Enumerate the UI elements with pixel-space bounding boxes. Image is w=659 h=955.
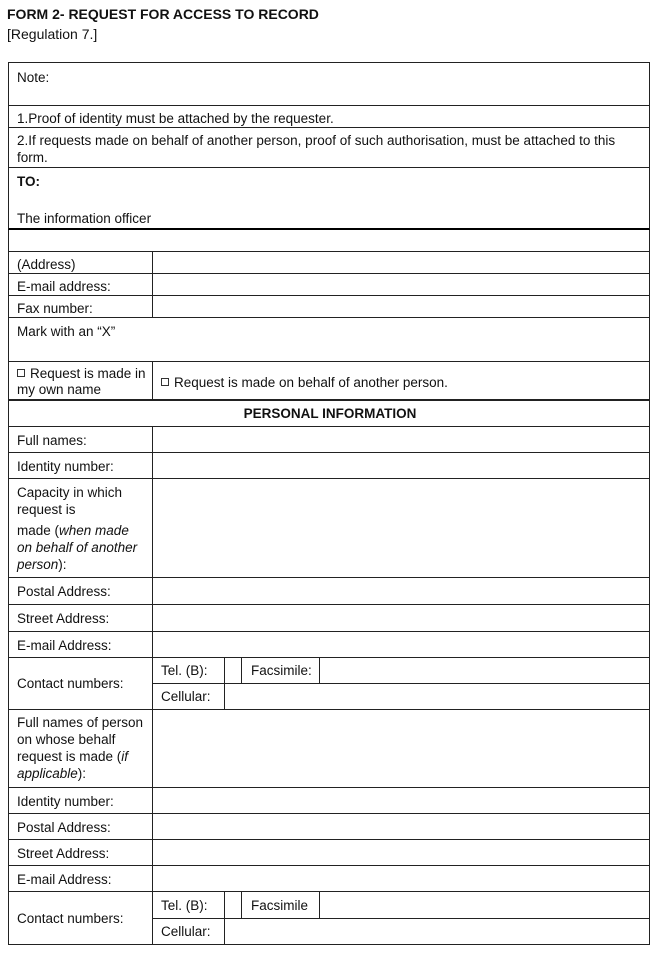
behalf-street-field[interactable] [153,840,649,865]
note-label: Note: [17,70,50,85]
behalf-identity-row: Identity number: [8,788,650,814]
request-type-row [8,362,650,400]
behalf-tel-field[interactable] [225,892,240,917]
behalf-tel-label: Tel. (B): [161,898,208,913]
full-names-field[interactable] [153,427,649,452]
contact-numbers-row: Contact numbers: Tel. (B): Facsimile: Cellular: [8,658,650,710]
own-name-checkbox[interactable] [17,369,25,377]
address-row: (Address) [8,252,650,274]
note-item-2: 2.If requests made on behalf of another person, proof of such authorisation, must be attached to this form. [8,128,650,168]
behalf-postal-field[interactable] [153,814,649,839]
own-name-option: Request is made in my own name [17,366,146,397]
fax-row: Fax number: [8,296,650,318]
identity-number-field[interactable] [153,453,649,478]
capacity-field[interactable] [153,479,649,577]
note-section [8,62,650,106]
form-title: FORM 2- REQUEST FOR ACCESS TO RECORD [7,6,319,22]
email-address-field[interactable] [153,632,649,657]
behalf-facsimile-label: Facsimile [251,898,309,913]
cellular-label: Cellular: [161,689,211,704]
behalf-facsimile-field[interactable] [320,892,649,917]
cellular-field[interactable] [225,684,649,709]
capacity-row: Capacity in which request is made (when made on behalf of another person): [8,479,650,578]
postal-address-row: Postal Address: [8,578,650,605]
facsimile-label: Facsimile: [251,663,312,678]
behalf-postal-row: Postal Address: [8,814,650,840]
behalf-checkbox[interactable] [161,378,169,386]
behalf-identity-field[interactable] [153,788,649,813]
tel-label: Tel. (B): [161,663,208,678]
fax-field[interactable] [153,296,649,317]
behalf-cellular-label: Cellular: [161,924,211,939]
identity-number-row: Identity number: [8,453,650,479]
behalf-email-field[interactable] [153,866,649,891]
to-label: TO: [17,174,40,189]
to-section [8,168,650,230]
email-address-row: E-mail Address: [8,632,650,658]
behalf-full-names-row: Full names of person on whose behalf request is made (if applicable): [8,710,650,788]
personal-info-heading-row [8,400,650,427]
regulation-ref: [Regulation 7.] [7,26,98,42]
recipient-text: The information officer [17,211,152,226]
mark-instruction-row: Mark with an “X” [8,318,650,362]
facsimile-field[interactable] [320,658,649,682]
full-names-row: Full names: [8,427,650,453]
behalf-option: Request is made on behalf of another person. [174,375,448,390]
address-field[interactable] [153,252,649,273]
personal-info-heading: PERSONAL INFORMATION [243,406,417,421]
behalf-cellular-field[interactable] [225,919,649,944]
street-address-row: Street Address: [8,605,650,632]
note-item-1: 1.Proof of identity must be attached by the requester. [8,106,650,128]
tel-field[interactable] [225,658,240,682]
behalf-street-row: Street Address: [8,840,650,866]
postal-address-field[interactable] [153,578,649,604]
email-row: E-mail address: [8,274,650,296]
behalf-full-names-field[interactable] [153,710,649,787]
email-field[interactable] [153,274,649,295]
blank-row[interactable] [8,230,650,252]
street-address-field[interactable] [153,605,649,631]
behalf-email-row: E-mail Address: [8,866,650,892]
behalf-contact-row: Contact numbers: Tel. (B): Facsimile Cellular: [8,892,650,945]
